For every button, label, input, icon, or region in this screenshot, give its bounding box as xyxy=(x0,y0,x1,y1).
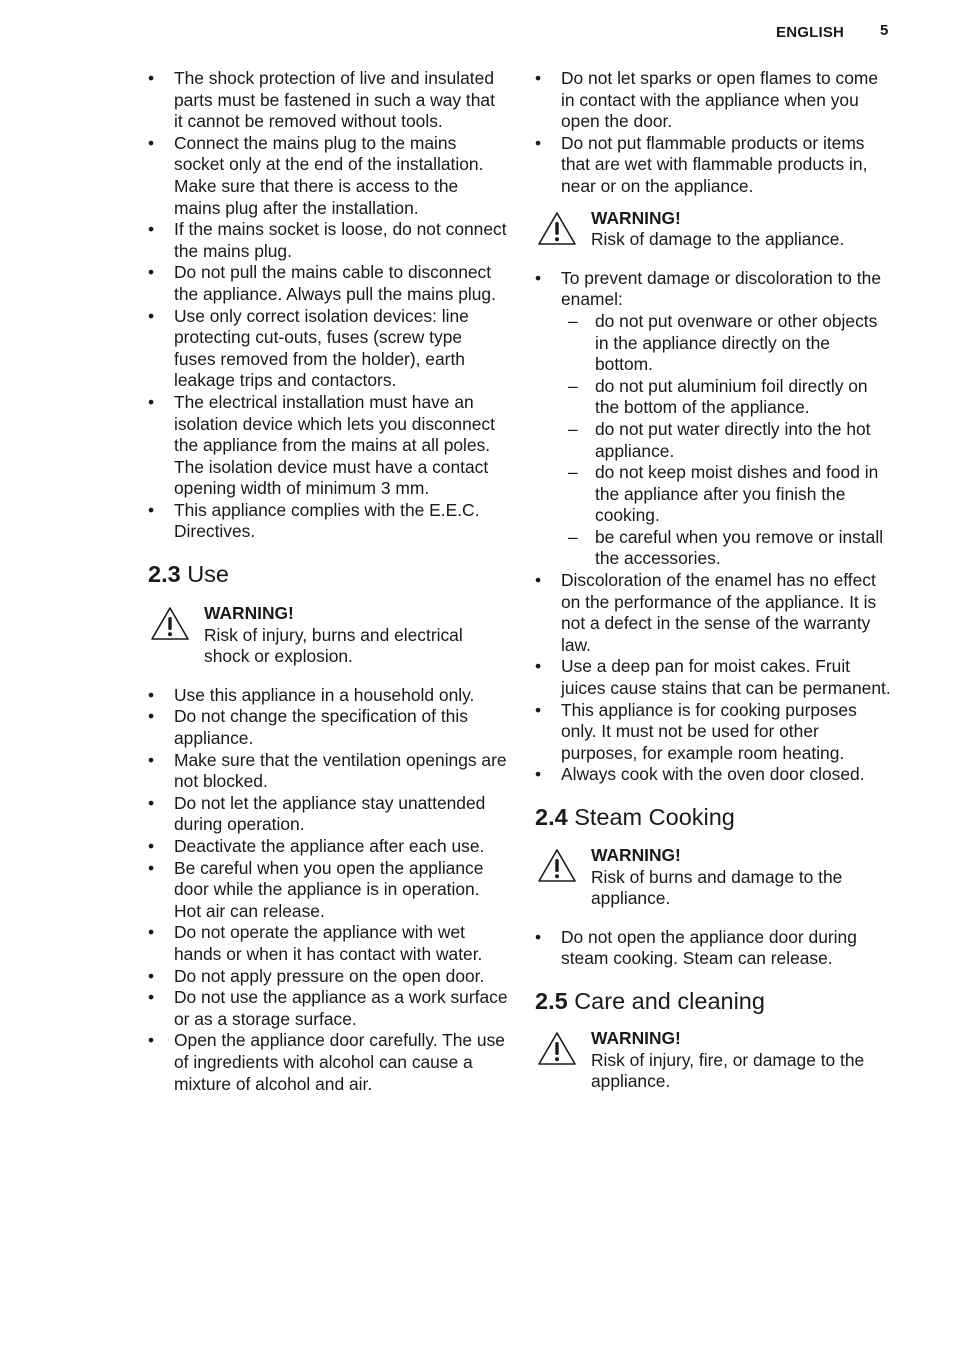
enamel-list xyxy=(535,268,891,786)
list-item: • Discoloration of the enamel has no effect on the performance of the appliance. It is not a defect in the sense of the warranty law. xyxy=(535,570,891,656)
warning-text: Risk of injury, burns and electrical shock or explosion. xyxy=(204,624,463,667)
warning-triangle-icon xyxy=(150,606,190,642)
list-item: • If the mains socket is loose, do not connect the mains plug. xyxy=(148,219,508,262)
list-item: • This appliance complies with the E.E.C. Directives. xyxy=(148,500,508,543)
list-item: • The shock protection of live and insulated parts must be fastened in such a way that it cannot be removed without tools. xyxy=(148,68,508,133)
list-item: • Do not pull the mains cable to disconnect the appliance. Always pull the mains plug. xyxy=(148,262,508,305)
list-item: • Use a deep pan for moist cakes. Fruit juices cause stains that can be permanent. xyxy=(535,656,891,699)
section-number: 2.4 xyxy=(535,804,568,830)
list-item: • Do not put flammable products or items that are wet with flammable products in, near or on the appliance. xyxy=(535,133,891,198)
warning-text: Risk of burns and damage to the appliance. xyxy=(591,866,843,909)
use-list xyxy=(148,685,508,1095)
list-item: • Use only correct isolation devices: line protecting cut-outs, fuses (screw type fuses removed from the holder), earth leakage trips and contactors. xyxy=(148,306,508,392)
section-number: 2.5 xyxy=(535,987,568,1014)
section-heading-steam-cooking xyxy=(535,802,891,832)
warning-triangle-icon xyxy=(537,1031,577,1067)
section-title: Care and cleaning xyxy=(574,987,765,1014)
list-item-text: To prevent damage or discoloration to the enamel: xyxy=(561,267,881,310)
list-item: • Always cook with the oven door closed. xyxy=(535,764,891,786)
warning-text: Risk of injury, fire, or damage to the appliance. xyxy=(591,1049,865,1092)
warning-box xyxy=(535,845,891,910)
section-number: 2.3 xyxy=(148,561,181,588)
list-item: • Do not let sparks or open flames to come in contact with the appliance when you open the door. xyxy=(535,68,891,133)
list-item: • Deactivate the appliance after each use. xyxy=(148,836,508,858)
steam-list xyxy=(535,927,891,970)
warning-title: WARNING! xyxy=(204,603,294,624)
warning-text: Risk of damage to the appliance. xyxy=(591,229,845,250)
warning-title: WARNING! xyxy=(591,1027,681,1048)
sublist-item: – be careful when you remove or install the accessories. xyxy=(561,527,891,570)
warning-box xyxy=(535,1028,891,1093)
list-item: • Use this appliance in a household only. xyxy=(148,685,508,707)
section-title: Steam Cooking xyxy=(574,804,735,830)
section-heading-care-cleaning xyxy=(535,986,891,1016)
sublist-item: – do not keep moist dishes and food in the appliance after you finish the cooking. xyxy=(561,462,891,527)
warning-triangle-icon xyxy=(537,848,577,884)
list-item: • Do not open the appliance door during steam cooking. Steam can release. xyxy=(535,927,891,970)
warning-title: WARNING! xyxy=(591,845,681,865)
electrical-safety-list xyxy=(148,68,508,543)
list-item: • Make sure that the ventilation openings are not blocked. xyxy=(148,750,508,793)
sublist-item: – do not put ovenware or other objects in the appliance directly on the bottom. xyxy=(561,311,891,376)
warning-box xyxy=(148,603,508,668)
list-item: • Open the appliance door carefully. The use of ingredients with alcohol can cause a mixture of alcohol and air. xyxy=(148,1030,508,1095)
list-item: • The electrical installation must have an isolation device which lets you disconnect the appliance from the mains at all poles. The isolation device must have a contact opening width of minimum 3 mm. xyxy=(148,392,508,500)
list-item: • Do not let the appliance stay unattended during operation. xyxy=(148,793,508,836)
page-number: 5 xyxy=(880,22,889,39)
list-item: • This appliance is for cooking purposes only. It must not be used for other purposes, for example room heating. xyxy=(535,700,891,765)
language-label: ENGLISH xyxy=(776,24,845,41)
list-item: • Be careful when you open the appliance door while the appliance is in operation. Hot air can release. xyxy=(148,858,508,923)
list-item: • Do not apply pressure on the open door. xyxy=(148,966,508,988)
warning-triangle-icon xyxy=(537,211,577,247)
fire-safety-list xyxy=(535,68,891,198)
list-item: • Connect the mains plug to the mains socket only at the end of the installation. Make sure that there is access to the mains plug after the installation. xyxy=(148,133,508,219)
list-item: • Do not use the appliance as a work surface or as a storage surface. xyxy=(148,987,508,1030)
sublist-item: – do not put water directly into the hot appliance. xyxy=(561,419,891,462)
right-column xyxy=(535,68,891,1093)
list-item: • Do not operate the appliance with wet hands or when it has contact with water. xyxy=(148,922,508,965)
warning-title: WARNING! xyxy=(591,207,681,228)
enamel-sublist xyxy=(561,311,891,570)
list-item: • Do not change the specification of this appliance. xyxy=(148,706,508,749)
section-heading-use xyxy=(148,559,508,589)
section-title: Use xyxy=(187,561,229,588)
list-item xyxy=(535,268,891,570)
sublist-item: – do not put aluminium foil directly on the bottom of the appliance. xyxy=(561,376,891,419)
left-column xyxy=(148,68,508,1095)
warning-box xyxy=(535,208,891,251)
